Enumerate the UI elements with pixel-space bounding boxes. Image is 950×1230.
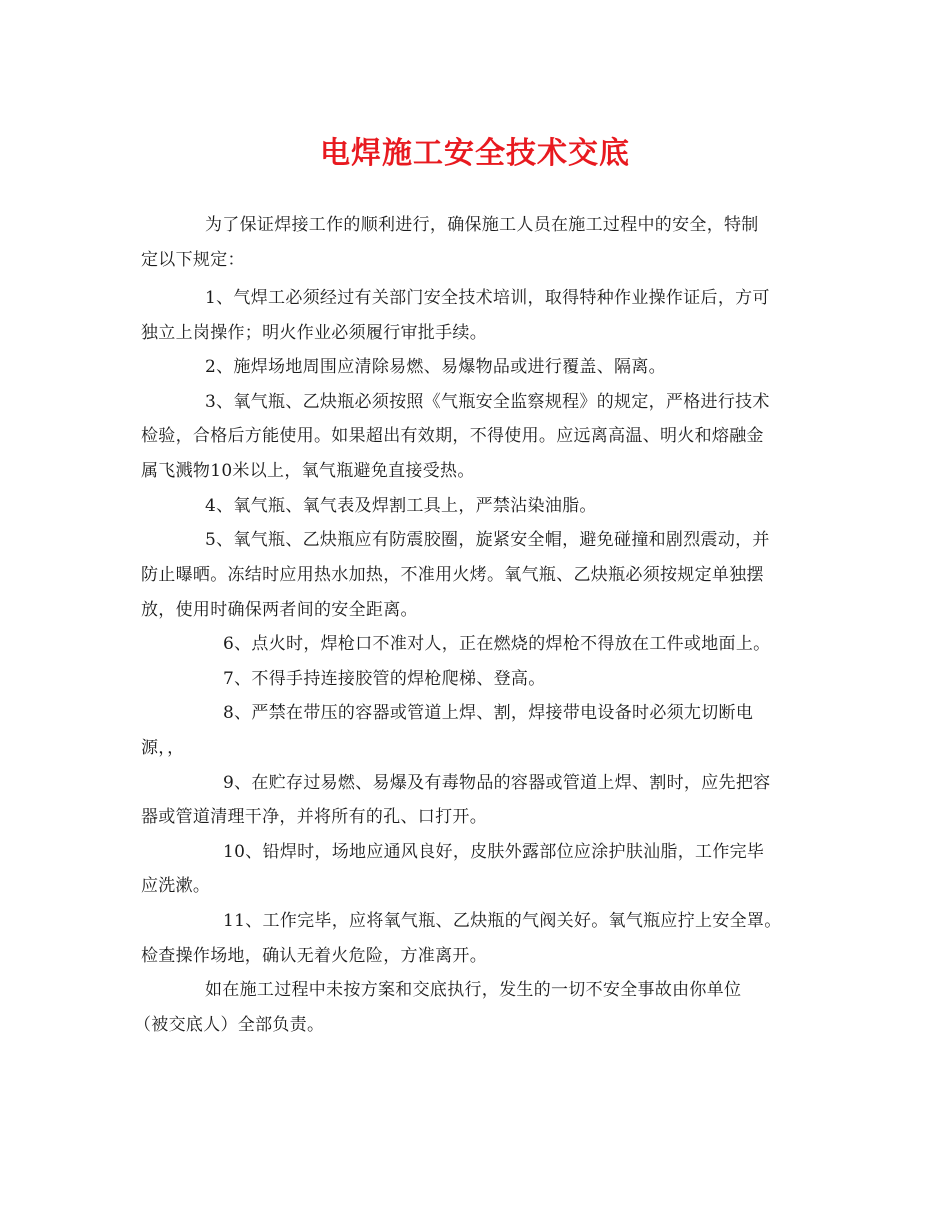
closing-line-2: （被交底人）全部负责。 — [134, 1015, 325, 1035]
item-11-line-1: 11、工作完毕，应将氧气瓶、乙炔瓶的气阀关好。氧气瓶应拧上安全罩。 — [223, 911, 782, 931]
item-2-line-1: 2、施焊场地周围应清除易燃、易爆物品或进行覆盖、隔离。 — [205, 357, 666, 377]
item-11-line-2: 检查操作场地，确认无着火危险，方准离开。 — [141, 946, 487, 966]
item-5-line-3: 放，使用时确保两者间的安全距离。 — [141, 600, 418, 620]
item-3-line-2: 检验，合格后方能使用。如果超出有效期，不得使用。应远离高温、明火和熔融金 — [141, 426, 764, 446]
item-4-line-1: 4、氧气瓶、氧气表及焊割工具上，严禁沾染油脂。 — [205, 496, 597, 516]
item-8-line-2: 源，， — [141, 738, 185, 758]
intro-line-2: 定以下规定： — [141, 250, 245, 270]
item-1-line-2: 独立上岗操作；明火作业必须履行审批手续。 — [141, 323, 487, 343]
item-9-line-2: 器或管道清理干净，并将所有的孔、口打开。 — [141, 807, 487, 827]
item-1-line-1: 1、气焊工必须经过有关部门安全技术培训，取得特种作业操作证后，方可 — [205, 288, 770, 308]
document-title: 电焊施工安全技术交底 — [320, 136, 630, 171]
item-5-line-2: 防止曝晒。冻结时应用热水加热，不准用火烤。氧气瓶、乙炔瓶必须按规定单独摆 — [141, 565, 764, 585]
item-9-line-1: 9、在贮存过易燃、易爆及有毒物品的容器或管道上焊、割时，应先把容 — [223, 773, 771, 793]
item-6-line-1: 6、点火时，焊枪口不准对人，正在燃烧的焊枪不得放在工件或地面上。 — [223, 634, 771, 654]
item-10-line-2: 应洗漱。 — [141, 876, 211, 896]
item-5-line-1: 5、氧气瓶、乙炔瓶应有防震胶圈，旋紧安全帽，避免碰撞和剧烈震动，并 — [205, 530, 770, 550]
item-3-line-3: 属飞溅物10米以上，氧气瓶避免直接受热。 — [141, 461, 475, 481]
item-8-line-1: 8、严禁在带压的容器或管道上焊、割，焊接带电设备时必须尢切断电 — [223, 703, 754, 723]
item-10-line-1: 10、铅焊时，场地应通风良好，皮肤外露部位应涂护肤汕脂，工作完毕 — [223, 842, 765, 862]
item-7-line-1: 7、不得手持连接胶管的焊枪爬梯、登高。 — [223, 669, 546, 689]
closing-line-1: 如在施工过程中未按方案和交底执行，发生的一切不安全事故由你单位 — [205, 980, 742, 1000]
item-3-line-1: 3、氧气瓶、乙炔瓶必须按照《气瓶安全监察规程》的规定，严格进行技术 — [205, 392, 770, 412]
intro-line-1: 为了保证焊接工作的顺利进行，确保施工人员在施工过程中的安全，特制 — [205, 215, 759, 235]
